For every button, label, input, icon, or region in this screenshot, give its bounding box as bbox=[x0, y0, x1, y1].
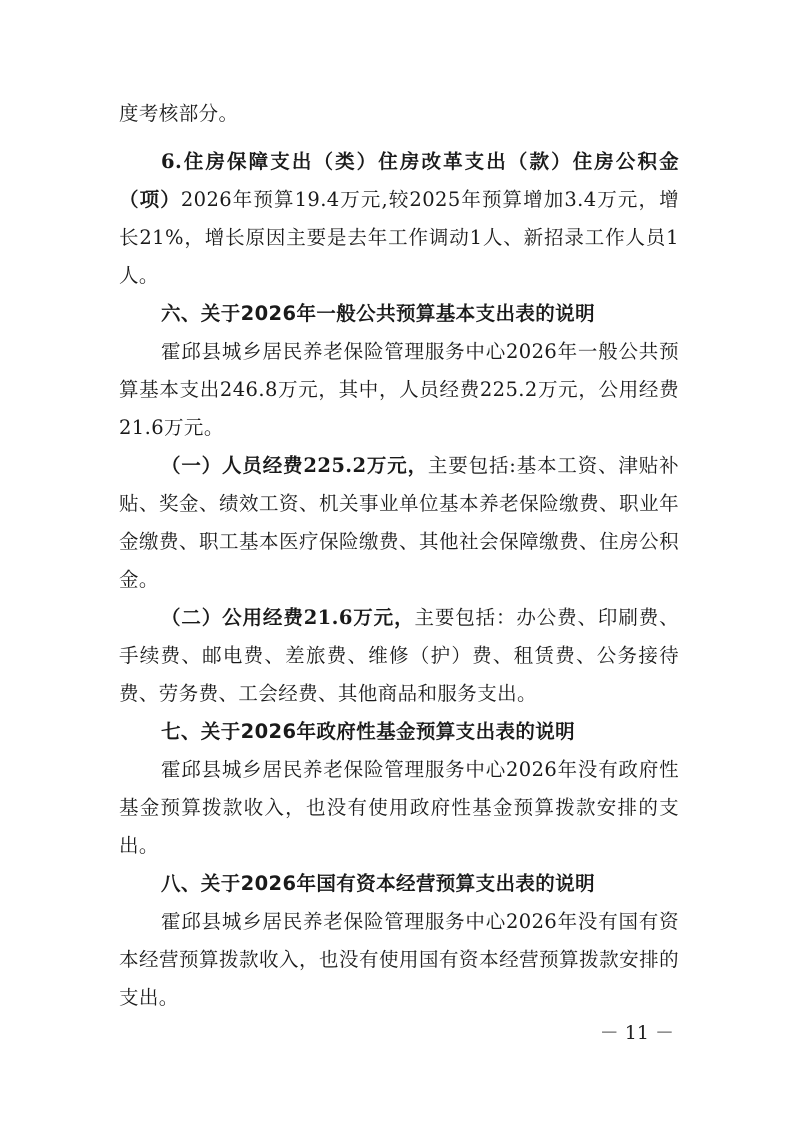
section-heading-7: 七、关于2026年政府性基金预算支出表的说明 bbox=[161, 720, 576, 743]
page-number: － 11 － bbox=[599, 1022, 674, 1044]
public-expenses-text: 主要包括：办公费、印刷费、手续费、邮电费、差旅费、维修（护）费、租赁费、公务接待费、劳务费、工会经费、其他商品和服务支出。 bbox=[119, 606, 679, 705]
public-expenses-heading: （二）公用经费21.6万元， bbox=[161, 606, 415, 629]
paragraph-government-fund: 霍邱县城乡居民养老保险管理服务中心2026年没有政府性基金预算拨款收入，也没有使用政府性基金预算拨款安排的支出。 bbox=[119, 758, 679, 857]
section-heading-6: 六、关于2026年一般公共预算基本支出表的说明 bbox=[161, 302, 595, 325]
section-heading-8: 八、关于2026年国有资本经营预算支出表的说明 bbox=[161, 872, 595, 895]
paragraph-basic-expenditure: 霍邱县城乡居民养老保险管理服务中心2026年一般公共预算基本支出246.8万元，其中，人员经费225.2万元，公用经费21.6万元。 bbox=[119, 340, 679, 439]
paragraph-personnel-expenses bbox=[119, 447, 679, 599]
paragraph-state-capital: 霍邱县城乡居民养老保险管理服务中心2026年没有国有资本经营预算拨款收入，也没有使用国有资本经营预算拨款安排的支出。 bbox=[119, 910, 679, 1009]
paragraph-public-expenses bbox=[119, 599, 679, 713]
paragraph-housing-fund bbox=[119, 143, 679, 295]
housing-fund-heading: 6.住房保障支出（类）住房改革支出（款）住房公积金（项） bbox=[119, 150, 679, 211]
paragraph-continuation: 度考核部分。 bbox=[119, 102, 239, 125]
housing-fund-text: 2026年预算19.4万元,较2025年预算增加3.4万元，增长21%，增长原因主要是去年工作调动1人、新招录工作人员1人。 bbox=[119, 188, 680, 287]
personnel-expenses-text: 主要包括:基本工资、津贴补贴、奖金、绩效工资、机关事业单位基本养老保险缴费、职业年金缴费、职工基本医疗保险缴费、其他社会保障缴费、住房公积金。 bbox=[119, 454, 679, 591]
personnel-expenses-heading: （一）人员经费225.2万元， bbox=[161, 454, 428, 477]
